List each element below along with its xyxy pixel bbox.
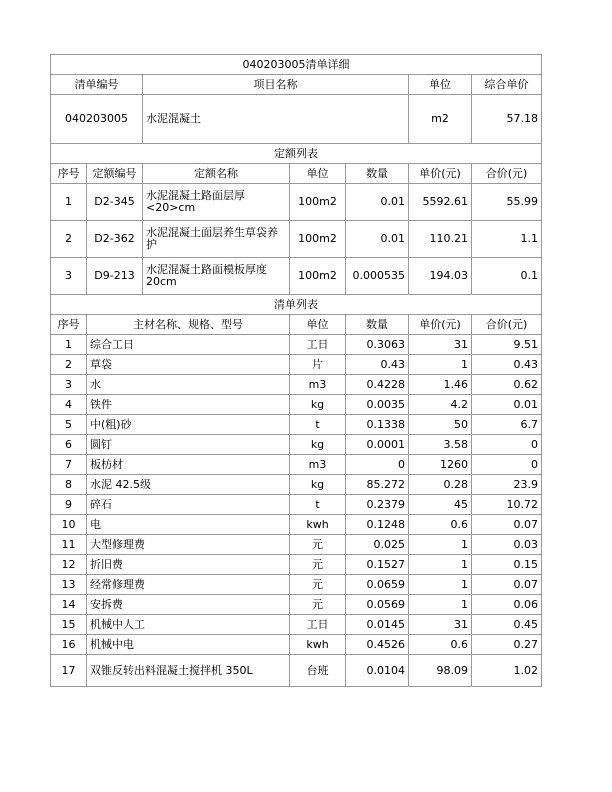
- item-name: 水泥混凝土: [143, 95, 409, 144]
- quota-row: [51, 258, 542, 295]
- name-header: 项目名称: [143, 75, 409, 95]
- material-unit: 工日: [290, 615, 346, 635]
- material-total: 0.03: [472, 535, 542, 555]
- quota-qty: 0.000535: [346, 258, 409, 295]
- material-row: [51, 515, 542, 535]
- material-no: 3: [51, 375, 87, 395]
- material-unit-price: 1: [409, 355, 472, 375]
- quota-section-title-row: [51, 144, 542, 164]
- material-header-cell: 数量: [346, 315, 409, 335]
- material-unit: m3: [290, 455, 346, 475]
- unit-header: 单位: [409, 75, 472, 95]
- material-total: 23.9: [472, 475, 542, 495]
- material-unit: t: [290, 415, 346, 435]
- material-total: 0.45: [472, 615, 542, 635]
- material-total: 0: [472, 455, 542, 475]
- material-row: [51, 575, 542, 595]
- material-unit: 台班: [290, 655, 346, 687]
- material-qty: 0.0104: [346, 655, 409, 687]
- quota-name: 水泥混凝土面层养生草袋养护: [143, 221, 290, 258]
- material-name: 经常修理费: [87, 575, 290, 595]
- material-name: 机械中人工: [87, 615, 290, 635]
- material-no: 17: [51, 655, 87, 687]
- material-qty: 0.025: [346, 535, 409, 555]
- material-qty: 0.4228: [346, 375, 409, 395]
- material-qty: 0.1338: [346, 415, 409, 435]
- quota-header-cell: 定额名称: [143, 164, 290, 184]
- bill-detail-table: [50, 54, 542, 687]
- material-name: 机械中电: [87, 635, 290, 655]
- quota-code: D2-345: [87, 184, 143, 221]
- material-unit: m3: [290, 375, 346, 395]
- material-unit: kg: [290, 475, 346, 495]
- material-total: 0.27: [472, 635, 542, 655]
- quota-row: [51, 184, 542, 221]
- material-total: 0.62: [472, 375, 542, 395]
- quota-no: 2: [51, 221, 87, 258]
- material-name: 安拆费: [87, 595, 290, 615]
- material-unit-price: 1: [409, 595, 472, 615]
- quota-no: 1: [51, 184, 87, 221]
- quota-code: D9-213: [87, 258, 143, 295]
- material-unit: kg: [290, 435, 346, 455]
- material-no: 13: [51, 575, 87, 595]
- material-total: 0.43: [472, 355, 542, 375]
- material-no: 11: [51, 535, 87, 555]
- material-name: 综合工日: [87, 335, 290, 355]
- quota-header-cell: 序号: [51, 164, 87, 184]
- quota-header-cell: 单价(元): [409, 164, 472, 184]
- material-unit-price: 1260: [409, 455, 472, 475]
- item-price: 57.18: [472, 95, 542, 144]
- material-row: [51, 615, 542, 635]
- material-no: 14: [51, 595, 87, 615]
- quota-row: [51, 221, 542, 258]
- material-total: 6.7: [472, 415, 542, 435]
- material-row: [51, 375, 542, 395]
- material-section-title-row: [51, 295, 542, 315]
- material-row: [51, 595, 542, 615]
- material-name: 中(粗)砂: [87, 415, 290, 435]
- material-row: [51, 455, 542, 475]
- material-total: 0: [472, 435, 542, 455]
- material-no: 5: [51, 415, 87, 435]
- material-unit: kg: [290, 395, 346, 415]
- material-unit-price: 0.28: [409, 475, 472, 495]
- material-row: [51, 635, 542, 655]
- material-name: 圆钉: [87, 435, 290, 455]
- material-qty: 0: [346, 455, 409, 475]
- quota-unit: 100m2: [290, 184, 346, 221]
- material-header-cell: 合价(元): [472, 315, 542, 335]
- material-row: [51, 495, 542, 515]
- material-qty: 0.0569: [346, 595, 409, 615]
- material-row: [51, 535, 542, 555]
- material-name: 水泥 42.5级: [87, 475, 290, 495]
- material-total: 0.01: [472, 395, 542, 415]
- material-unit-price: 1: [409, 575, 472, 595]
- material-header-cell: 单位: [290, 315, 346, 335]
- material-qty: 0.3063: [346, 335, 409, 355]
- material-no: 15: [51, 615, 87, 635]
- material-unit-price: 1.46: [409, 375, 472, 395]
- quota-header-cell: 定额编号: [87, 164, 143, 184]
- material-unit: 元: [290, 535, 346, 555]
- item-row: [51, 95, 542, 144]
- material-qty: 0.43: [346, 355, 409, 375]
- material-name: 板枋材: [87, 455, 290, 475]
- material-total: 0.06: [472, 595, 542, 615]
- material-name: 大型修理费: [87, 535, 290, 555]
- material-row: [51, 395, 542, 415]
- material-no: 12: [51, 555, 87, 575]
- quota-unit-price: 110.21: [409, 221, 472, 258]
- quota-total: 0.1: [472, 258, 542, 295]
- quota-unit: 100m2: [290, 258, 346, 295]
- material-unit-price: 0.6: [409, 635, 472, 655]
- material-unit: 元: [290, 555, 346, 575]
- quota-code: D2-362: [87, 221, 143, 258]
- material-name: 电: [87, 515, 290, 535]
- quota-unit-price: 5592.61: [409, 184, 472, 221]
- material-no: 1: [51, 335, 87, 355]
- quota-header-cell: 单位: [290, 164, 346, 184]
- material-unit: kwh: [290, 635, 346, 655]
- material-unit: 工日: [290, 335, 346, 355]
- material-unit-price: 98.09: [409, 655, 472, 687]
- material-qty: 0.2379: [346, 495, 409, 515]
- material-no: 16: [51, 635, 87, 655]
- material-total: 0.15: [472, 555, 542, 575]
- quota-qty: 0.01: [346, 221, 409, 258]
- item-header-row: [51, 75, 542, 95]
- table-title: 040203005清单详细: [51, 55, 542, 75]
- code-header: 清单编号: [51, 75, 143, 95]
- material-no: 9: [51, 495, 87, 515]
- material-qty: 0.0145: [346, 615, 409, 635]
- material-header-cell: 序号: [51, 315, 87, 335]
- material-qty: 0.1527: [346, 555, 409, 575]
- material-total: 9.51: [472, 335, 542, 355]
- material-unit: 元: [290, 575, 346, 595]
- material-header-cell: 单价(元): [409, 315, 472, 335]
- material-row: [51, 475, 542, 495]
- material-row: [51, 355, 542, 375]
- material-qty: 0.0035: [346, 395, 409, 415]
- material-unit: 元: [290, 595, 346, 615]
- material-header-cell: 主材名称、规格、型号: [87, 315, 290, 335]
- item-unit: m2: [409, 95, 472, 144]
- material-unit-price: 3.58: [409, 435, 472, 455]
- material-unit-price: 0.6: [409, 515, 472, 535]
- material-unit-price: 1: [409, 555, 472, 575]
- material-row: [51, 555, 542, 575]
- material-row: [51, 335, 542, 355]
- material-no: 7: [51, 455, 87, 475]
- quota-name: 水泥混凝土路面模板厚度20cm: [143, 258, 290, 295]
- material-name: 草袋: [87, 355, 290, 375]
- quota-total: 55.99: [472, 184, 542, 221]
- material-no: 4: [51, 395, 87, 415]
- quota-section-title: 定额列表: [51, 144, 542, 164]
- material-unit-price: 45: [409, 495, 472, 515]
- quota-header-row: [51, 164, 542, 184]
- material-qty: 0.4526: [346, 635, 409, 655]
- material-total: 0.07: [472, 575, 542, 595]
- material-no: 2: [51, 355, 87, 375]
- price-header: 综合单价: [472, 75, 542, 95]
- material-row: [51, 435, 542, 455]
- material-no: 10: [51, 515, 87, 535]
- material-total: 10.72: [472, 495, 542, 515]
- quota-no: 3: [51, 258, 87, 295]
- material-qty: 0.0659: [346, 575, 409, 595]
- item-code: 040203005: [51, 95, 143, 144]
- material-section-title: 清单列表: [51, 295, 542, 315]
- material-unit-price: 1: [409, 535, 472, 555]
- quota-qty: 0.01: [346, 184, 409, 221]
- material-unit: kwh: [290, 515, 346, 535]
- material-no: 6: [51, 435, 87, 455]
- material-name: 铁件: [87, 395, 290, 415]
- quota-name: 水泥混凝土路面层厚<20>cm: [143, 184, 290, 221]
- title-row: [51, 55, 542, 75]
- material-no: 8: [51, 475, 87, 495]
- material-name: 折旧费: [87, 555, 290, 575]
- material-unit-price: 31: [409, 615, 472, 635]
- material-qty: 0.0001: [346, 435, 409, 455]
- material-name: 碎石: [87, 495, 290, 515]
- material-row: [51, 655, 542, 687]
- quota-unit-price: 194.03: [409, 258, 472, 295]
- material-unit: 片: [290, 355, 346, 375]
- material-qty: 0.1248: [346, 515, 409, 535]
- quota-header-cell: 数量: [346, 164, 409, 184]
- material-total: 1.02: [472, 655, 542, 687]
- quota-total: 1.1: [472, 221, 542, 258]
- material-name: 水: [87, 375, 290, 395]
- material-qty: 85.272: [346, 475, 409, 495]
- material-unit-price: 50: [409, 415, 472, 435]
- quota-header-cell: 合价(元): [472, 164, 542, 184]
- material-name: 双锥反转出料混凝土搅拌机 350L: [87, 655, 290, 687]
- material-total: 0.07: [472, 515, 542, 535]
- material-unit-price: 31: [409, 335, 472, 355]
- material-row: [51, 415, 542, 435]
- material-unit-price: 4.2: [409, 395, 472, 415]
- quota-unit: 100m2: [290, 221, 346, 258]
- material-header-row: [51, 315, 542, 335]
- material-unit: t: [290, 495, 346, 515]
